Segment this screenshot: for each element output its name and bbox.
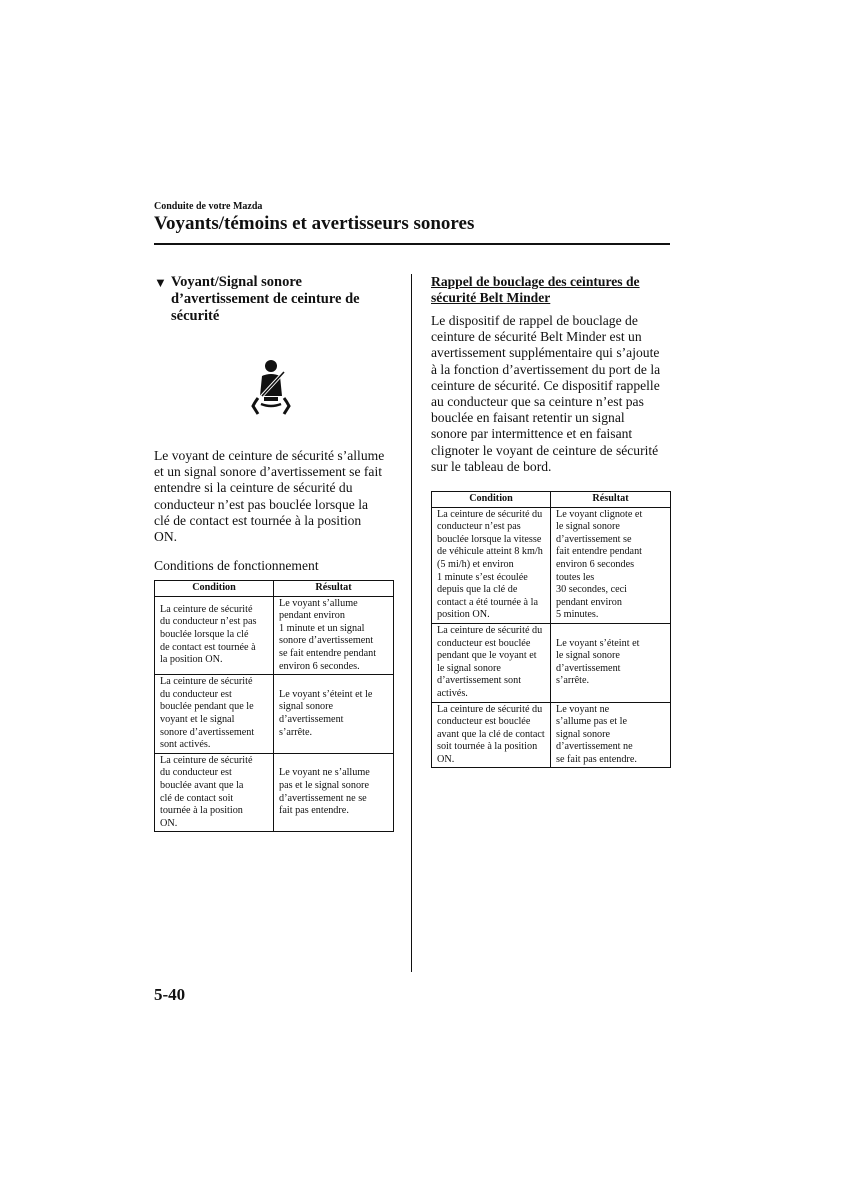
cell-line: Le voyant ne s’allume (279, 767, 370, 779)
cell-line: pas et le signal sonore (279, 779, 369, 791)
cell-line: 5 minutes. (556, 609, 599, 621)
text-line: sonore par intermittence et en faisant (431, 426, 633, 442)
column-divider (411, 274, 412, 972)
cell-line: de contact est tournée à (160, 641, 256, 653)
text-line: entendre si la ceinture de sécurité du (154, 480, 353, 496)
result-cell (551, 507, 671, 623)
table-row (155, 675, 394, 754)
text-line: conducteur n’est pas bouclée lorsque la (154, 496, 369, 512)
condition-cell (432, 623, 551, 702)
page-title: Voyants/témoins et avertisseurs sonores (154, 213, 670, 245)
text-line: clé de contact est tournée à la position (154, 512, 362, 528)
cell-line: sonore d’avertissement (160, 726, 255, 738)
cell-line: s’allume pas et le (556, 716, 628, 728)
cell-line: pendant environ (279, 610, 345, 622)
cell-line: 30 secondes, ceci (556, 584, 627, 596)
column-header-condition: Condition (432, 492, 551, 508)
cell-line: voyant et le signal (160, 713, 235, 725)
cell-line: clé de contact soit (160, 792, 234, 804)
cell-line: s’arrête. (556, 675, 590, 687)
text-line: ON. (154, 529, 178, 545)
text-line: à la fonction d’avertissement du port de la (431, 361, 661, 377)
cell-line: 1 minute s’est écoulée (437, 571, 528, 583)
belt-minder-table (431, 491, 671, 768)
heading-line: Voyant/Signal sonore (171, 274, 302, 290)
table-row (432, 623, 671, 702)
cell-line: La ceinture de sécurité (160, 754, 253, 766)
text-line: sur le tableau de bord. (431, 458, 552, 474)
cell-line: La ceinture de sécurité (160, 676, 253, 688)
cell-line: Le voyant ne (556, 703, 610, 715)
heading-line: sécurité (171, 308, 220, 324)
cell-line: bouclée avant que la (160, 779, 244, 791)
heading-line: Rappel de bouclage des ceintures de (431, 274, 640, 289)
cell-line: d’avertissement (556, 662, 621, 674)
cell-line: contact a été tournée à la (437, 596, 538, 608)
cell-line: d’avertissement ne (556, 741, 633, 753)
cell-line: ON. (437, 753, 455, 765)
cell-line: conducteur est bouclée (437, 637, 531, 649)
cell-line: avant que la clé de contact (437, 728, 545, 740)
section-label: Conduite de votre Mazda (154, 201, 263, 212)
text-line: et un signal sonore d’avertissement se fait (154, 464, 383, 480)
text-line: au conducteur que sa ceinture n’est pas (431, 394, 644, 410)
result-cell (274, 596, 394, 675)
cell-line: pendant que le voyant et (437, 650, 537, 662)
table-row (155, 596, 394, 675)
table-row (155, 753, 394, 832)
cell-line: ON. (160, 817, 178, 829)
cell-line: signal sonore (556, 728, 611, 740)
cell-line: fait entendre pendant (556, 546, 642, 558)
cell-line: soit tournée à la position (437, 741, 538, 753)
cell-line: la position ON. (160, 654, 223, 666)
cell-line: s’arrête. (279, 726, 313, 738)
operating-conditions-table (154, 580, 394, 832)
condition-cell (155, 753, 274, 832)
text-line: Le voyant de ceinture de sécurité s’allume (154, 448, 385, 463)
text-line: bouclée en faisant retentir un signal (431, 410, 625, 426)
cell-line: environ 6 secondes. (279, 660, 360, 672)
table-row (432, 507, 671, 623)
cell-line: Le voyant clignote et (556, 508, 643, 520)
cell-line: La ceinture de sécurité du (437, 624, 543, 636)
cell-line: toutes les (556, 571, 595, 583)
left-section-heading (154, 274, 394, 325)
conditions-label: Conditions de fonctionnement (154, 558, 319, 573)
cell-line: position ON. (437, 609, 490, 621)
cell-line: La ceinture de sécurité (160, 603, 253, 615)
seatbelt-warning-icon (244, 358, 300, 418)
condition-cell (155, 596, 274, 675)
table-row (432, 702, 671, 768)
cell-line: (5 mi/h) et environ (437, 558, 514, 570)
result-cell (274, 753, 394, 832)
column-header-result: Résultat (274, 581, 394, 597)
cell-line: La ceinture de sécurité du (437, 508, 543, 520)
cell-line: le signal sonore (556, 521, 620, 533)
text-line: Le dispositif de rappel de bouclage de (431, 313, 638, 328)
cell-line: bouclée pendant que le (160, 701, 254, 713)
page-number: 5-40 (154, 985, 186, 1004)
column-header-result: Résultat (551, 492, 671, 508)
column-header-condition: Condition (155, 581, 274, 597)
result-cell (274, 675, 394, 754)
cell-line: d’avertissement ne se (279, 792, 367, 804)
cell-line: tournée à la position (160, 805, 243, 817)
text-line: clignoter le voyant de ceinture de sécurité (431, 442, 659, 458)
result-cell (551, 702, 671, 768)
cell-line: Le voyant s’éteint et le (279, 688, 373, 700)
cell-line: bouclée lorsque la clé (160, 629, 249, 641)
text-line: ceinture de sécurité. Ce dispositif rappelle (431, 377, 660, 393)
cell-line: d’avertissement se (556, 533, 632, 545)
cell-line: de véhicule atteint 8 km/h (437, 546, 543, 558)
cell-line: sonore d’avertissement (279, 635, 374, 647)
right-paragraph (431, 313, 671, 475)
right-section-heading (431, 274, 671, 306)
cell-line: se fait pas entendre. (556, 753, 637, 765)
text-line: avertissement supplémentaire qui s’ajoute (431, 345, 660, 361)
condition-cell (432, 702, 551, 768)
result-cell (551, 623, 671, 702)
cell-line: sont activés. (160, 739, 211, 751)
cell-line: conducteur est bouclée (437, 716, 531, 728)
cell-line: bouclée lorsque la vitesse (437, 533, 542, 545)
heading-line: d’avertissement de ceinture de (171, 291, 360, 307)
cell-line: d’avertissement sont (437, 675, 522, 687)
text-line: ceinture de sécurité Belt Minder est un (431, 329, 642, 345)
cell-line: du conducteur n’est pas (160, 616, 257, 628)
cell-line: Le voyant s’éteint et (556, 637, 640, 649)
cell-line: le signal sonore (437, 662, 501, 674)
cell-line: se fait entendre pendant (279, 647, 377, 659)
left-paragraph (154, 448, 394, 545)
cell-line: pendant environ (556, 596, 622, 608)
condition-cell (432, 507, 551, 623)
cell-line: du conducteur est (160, 767, 232, 779)
cell-line: 1 minute et un signal (279, 622, 365, 634)
cell-line: environ 6 secondes (556, 558, 635, 570)
cell-line: La ceinture de sécurité du (437, 703, 543, 715)
cell-line: conducteur n’est pas (437, 521, 521, 533)
cell-line: Le voyant s’allume (279, 597, 358, 609)
heading-line: sécurité Belt Minder (431, 290, 551, 305)
cell-line: activés. (437, 687, 468, 699)
cell-line: signal sonore (279, 701, 334, 713)
condition-cell (155, 675, 274, 754)
cell-line: d’avertissement (279, 713, 344, 725)
cell-line: depuis que la clé de (437, 584, 518, 596)
cell-line: le signal sonore (556, 650, 620, 662)
triangle-bullet-icon: ▼ (154, 275, 167, 290)
cell-line: du conducteur est (160, 688, 232, 700)
cell-line: fait pas entendre. (279, 805, 349, 817)
